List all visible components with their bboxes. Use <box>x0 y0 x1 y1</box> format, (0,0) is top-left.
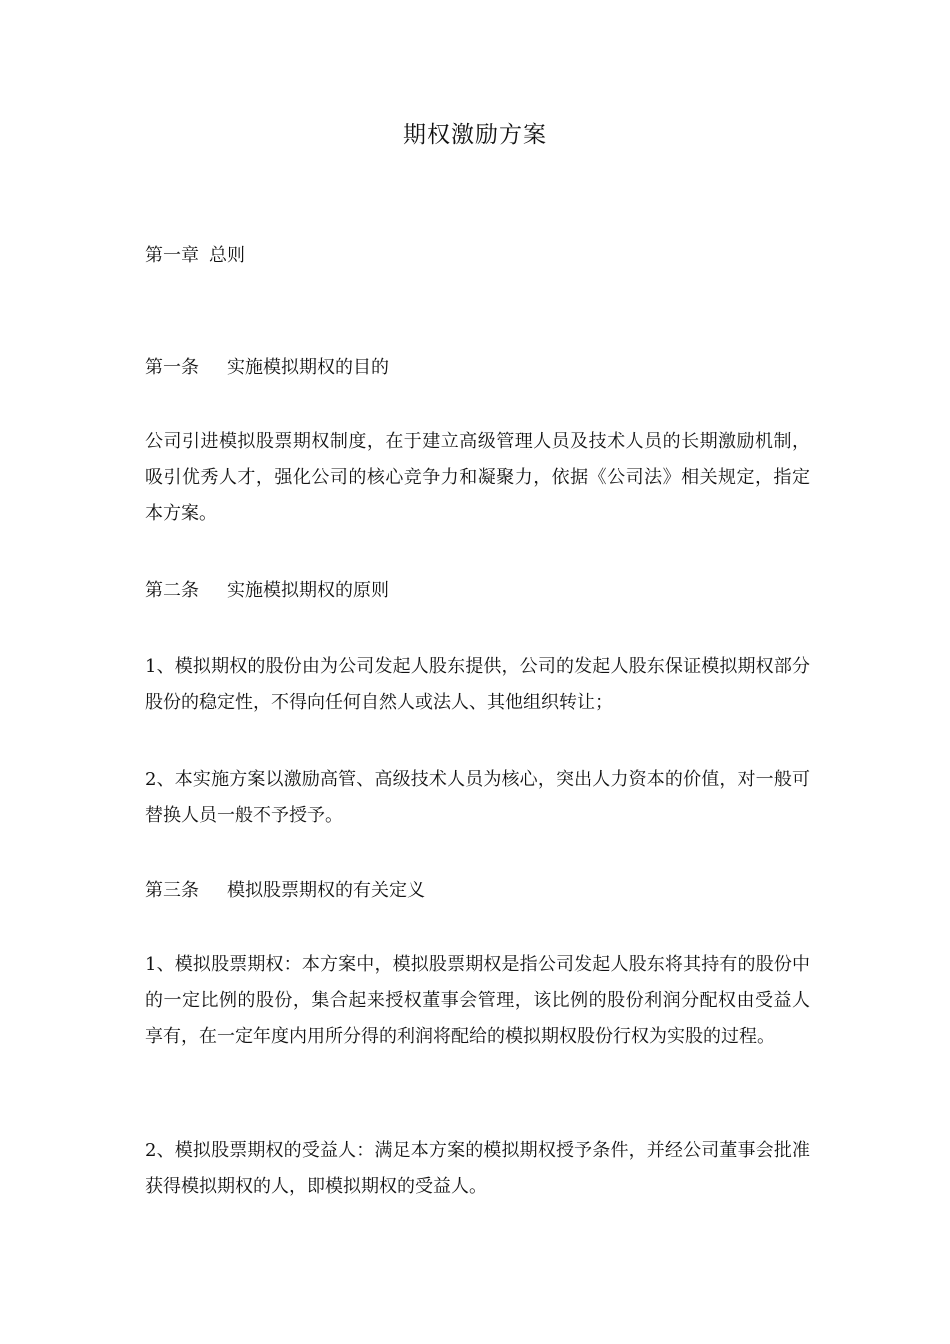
article-2-item-2: 2、本实施方案以激励高管、高级技术人员为核心，突出人力资本的价值，对一般可替换人员一般不予授予。 <box>145 769 810 826</box>
article-2-title: 实施模拟期权的原则 <box>227 580 389 601</box>
article-3-item-1: 1、模拟股票期权：本方案中，模拟股票期权是指公司发起人股东将其持有的股份中的一定比例的股份，集合起来授权董事会管理，该比例的股份利润分配权由受益人享有，在一定年度内用所分得的利润将配给的模拟期权股份行权为实股的过程。 <box>145 954 810 1047</box>
article-3-title: 模拟股票期权的有关定义 <box>227 880 425 901</box>
article-2-number: 第二条 <box>145 580 199 601</box>
article-1-body: 公司引进模拟股票期权制度，在于建立高级管理人员及技术人员的长期激励机制，吸引优秀人才，强化公司的核心竞争力和凝聚力，依据《公司法》相关规定，指定本方案。 <box>145 431 810 524</box>
chapter-number: 第一章 <box>145 245 199 266</box>
article-3-heading <box>145 873 810 909</box>
article-1-heading <box>145 350 810 386</box>
article-3-item-2: 2、模拟股票期权的受益人：满足本方案的模拟期权授予条件，并经公司董事会批准获得模拟期权的人，即模拟期权的受益人。 <box>145 1140 810 1197</box>
article-1-number: 第一条 <box>145 357 199 378</box>
article-1-title: 实施模拟期权的目的 <box>227 357 389 378</box>
chapter-name: 总则 <box>209 245 245 266</box>
article-3-number: 第三条 <box>145 880 199 901</box>
document-title: 期权激励方案 <box>403 122 547 148</box>
article-2-item-1: 1、模拟期权的股份由为公司发起人股东提供，公司的发起人股东保证模拟期权部分股份的稳定性，不得向任何自然人或法人、其他组织转让； <box>145 656 810 713</box>
chapter-heading <box>145 238 810 274</box>
article-2-heading <box>145 573 810 609</box>
